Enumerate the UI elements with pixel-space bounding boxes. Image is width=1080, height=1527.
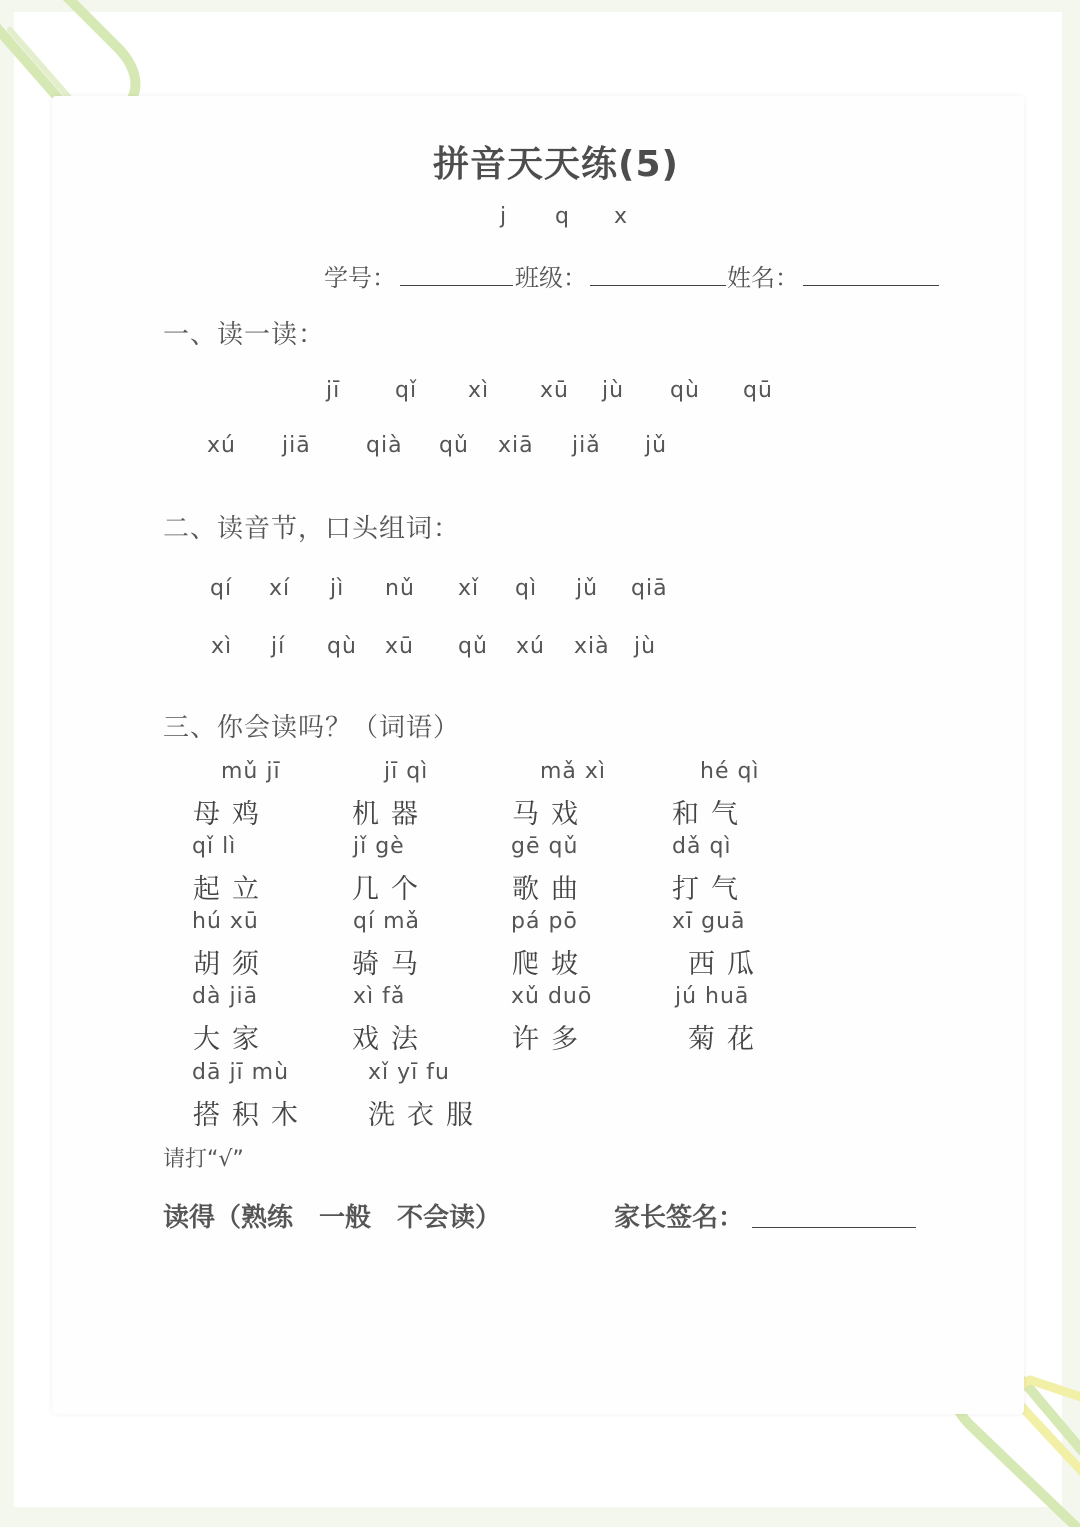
s1-row1-syllable: xū xyxy=(540,378,569,403)
word-pinyin: dǎ qì xyxy=(672,834,732,859)
word-hanzi: 骑马 xyxy=(352,949,430,980)
word-hanzi: 大家 xyxy=(193,1024,271,1055)
word-pinyin: qí mǎ xyxy=(353,909,420,934)
reading-level-label: 读得（熟练 一般 不会读） xyxy=(163,1203,502,1233)
word-hanzi: 西瓜 xyxy=(688,949,766,980)
word-hanzi: 搭积木 xyxy=(193,1100,310,1131)
s1-row2-syllable: xú xyxy=(207,433,236,458)
s2-row1-syllable: xǐ xyxy=(458,576,480,601)
section-3-heading: 三、你会读吗？（词语） xyxy=(163,713,461,743)
word-pinyin: gē qǔ xyxy=(511,834,579,859)
word-pinyin: hú xū xyxy=(192,909,259,934)
s2-row2-syllable: xū xyxy=(385,634,414,659)
s2-row1-syllable: jǔ xyxy=(576,576,599,601)
word-pinyin: jú huā xyxy=(675,984,750,1009)
s2-row2-syllable: qǔ xyxy=(458,634,488,659)
s2-row2-syllable: xú xyxy=(516,634,545,659)
word-hanzi: 母鸡 xyxy=(193,799,271,830)
s2-row1-syllable: jì xyxy=(330,576,345,601)
s1-row1-syllable: qù xyxy=(670,378,700,403)
word-pinyin: jǐ gè xyxy=(353,834,405,859)
s1-row2-syllable: jiǎ xyxy=(572,433,601,458)
word-hanzi: 机器 xyxy=(352,799,430,830)
word-hanzi: 戏法 xyxy=(352,1024,430,1055)
s1-row2-syllable: qǔ xyxy=(439,433,469,458)
word-hanzi: 爬坡 xyxy=(512,949,590,980)
word-hanzi: 和气 xyxy=(672,799,750,830)
s1-row2-syllable: jiā xyxy=(282,433,311,458)
word-hanzi: 几个 xyxy=(352,874,430,905)
section-1-heading: 一、读一读： xyxy=(163,320,326,350)
word-hanzi: 马戏 xyxy=(512,799,590,830)
s1-row1-syllable: jù xyxy=(602,378,625,403)
word-pinyin: pá pō xyxy=(511,909,578,934)
name-field[interactable] xyxy=(803,285,939,286)
word-pinyin: qǐ lì xyxy=(192,834,237,859)
class-field[interactable] xyxy=(590,285,726,286)
word-hanzi: 许多 xyxy=(512,1024,590,1055)
s2-row2-syllable: xià xyxy=(574,634,610,659)
section-2-heading: 二、读音节，口头组词： xyxy=(163,514,461,544)
s2-row1-syllable: nǔ xyxy=(385,576,415,601)
s1-row2-syllable: qià xyxy=(366,433,403,458)
name-label: 姓名： xyxy=(727,264,799,292)
word-hanzi: 洗衣服 xyxy=(368,1100,485,1131)
word-hanzi: 菊花 xyxy=(688,1024,766,1055)
letter-j: j xyxy=(500,204,507,229)
word-pinyin: xǔ duō xyxy=(511,984,593,1009)
word-pinyin: xī guā xyxy=(672,909,746,934)
word-pinyin: mǔ jī xyxy=(221,759,281,784)
check-instruction: 请打“√” xyxy=(163,1147,244,1172)
s1-row2-syllable: xiā xyxy=(498,433,534,458)
word-hanzi: 胡须 xyxy=(193,949,271,980)
word-pinyin: dā jī mù xyxy=(192,1060,290,1085)
s1-row1-syllable: jī xyxy=(326,378,341,403)
word-pinyin: mǎ xì xyxy=(540,759,607,784)
word-pinyin: jī qì xyxy=(384,759,429,784)
letter-x: x xyxy=(614,204,628,229)
word-pinyin: hé qì xyxy=(700,759,760,784)
s1-row1-syllable: qū xyxy=(743,378,773,403)
s2-row2-syllable: jù xyxy=(634,634,657,659)
student-no-field[interactable] xyxy=(400,285,513,286)
s2-row1-syllable: qì xyxy=(515,576,538,601)
word-pinyin: xì fǎ xyxy=(353,984,406,1009)
word-hanzi: 打气 xyxy=(672,874,750,905)
s2-row1-syllable: qiā xyxy=(631,576,668,601)
word-hanzi: 歌曲 xyxy=(512,874,590,905)
s2-row2-syllable: xì xyxy=(211,634,233,659)
s2-row2-syllable: jí xyxy=(271,634,286,659)
parent-signature-field[interactable] xyxy=(752,1227,916,1228)
class-label: 班级： xyxy=(515,264,587,292)
s1-row1-syllable: xì xyxy=(468,378,490,403)
word-pinyin: dà jiā xyxy=(192,984,259,1009)
s2-row2-syllable: qù xyxy=(327,634,357,659)
parent-signature-label: 家长签名： xyxy=(614,1203,745,1233)
page-title: 拼音天天练(5) xyxy=(433,144,679,185)
s1-row2-syllable: jǔ xyxy=(645,433,668,458)
word-pinyin: xǐ yī fu xyxy=(368,1060,450,1085)
s1-row1-syllable: qǐ xyxy=(395,378,418,403)
student-no-label: 学号： xyxy=(324,264,396,292)
word-hanzi: 起立 xyxy=(193,874,271,905)
s2-row1-syllable: xí xyxy=(269,576,291,601)
letter-q: q xyxy=(555,204,569,229)
s2-row1-syllable: qí xyxy=(210,576,233,601)
